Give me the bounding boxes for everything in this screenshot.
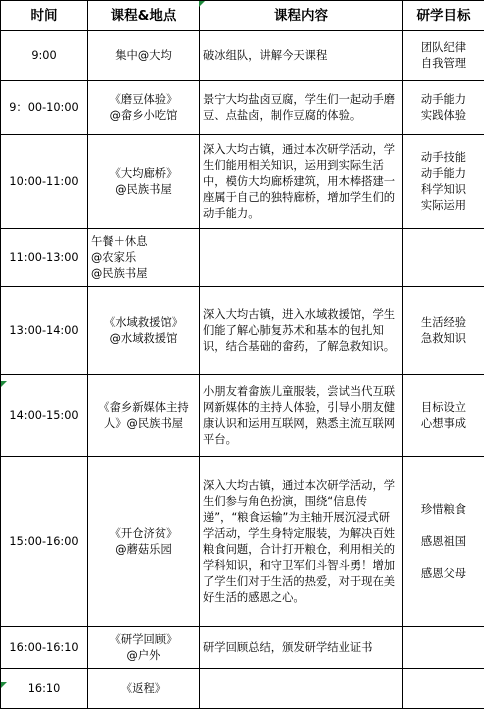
time-cell: 13:00-14:00: [1, 287, 88, 375]
table-row: [1, 457, 484, 627]
content-cell: 破冰组队，讲解今天课程: [200, 31, 403, 81]
time-cell: 9：00-10:00: [1, 81, 88, 135]
goal-cell: 目标设立 心想事成: [403, 375, 484, 457]
goal-cell: 动手能力 实践体验: [403, 81, 484, 135]
time-cell: 9:00: [1, 31, 88, 81]
table-row: [1, 31, 484, 81]
time-cell: 11:00-13:00: [1, 229, 88, 287]
cell-comment-marker: [199, 1, 205, 7]
course-cell: 《开仓济贫》 @蘑菇乐园: [88, 457, 200, 627]
goal-cell: 珍惜粮食 感恩祖国 感恩父母: [403, 457, 484, 627]
goal-cell: 生活经验 急救知识: [403, 287, 484, 375]
header-row: [1, 1, 484, 31]
content-cell: 小朋友着畲族儿童服装，尝试当代互联网新媒体的主持人体验，引导小朋友健康认识和运用互联网，熟悉主流互联网平台。: [200, 375, 403, 457]
time-cell: 16:10: [1, 669, 88, 709]
goal-cell: [403, 229, 484, 287]
time-cell: 14:00-15:00: [1, 375, 88, 457]
content-cell: 深入大均古镇，通过本次研学活动，学生们能用相关知识，运用到实际生活中，模仿大均廊桥建筑，用木棒搭建一座属于自己的独特廊桥，增加学生们的动手能力。: [200, 135, 403, 229]
content-cell: [200, 229, 403, 287]
goal-cell: 团队纪律 自我管理: [403, 31, 484, 81]
course-cell: 《水域救援馆》 @水域救援馆: [88, 287, 200, 375]
table-row: [1, 135, 484, 229]
course-cell: 《返程》: [88, 669, 200, 709]
header-time: 时间: [1, 1, 88, 31]
table-row: [1, 669, 484, 709]
time-cell: 10:00-11:00: [1, 135, 88, 229]
table-row: [1, 81, 484, 135]
table-row: [1, 627, 484, 669]
content-cell: 研学回顾总结，颁发研学结业证书: [200, 627, 403, 669]
goal-cell: [403, 669, 484, 709]
table-row: [1, 287, 484, 375]
time-cell: 15:00-16:00: [1, 457, 88, 627]
table-row: [1, 375, 484, 457]
cell-comment-marker: [1, 682, 7, 688]
course-cell: 集中@大均: [88, 31, 200, 81]
header-study-goal: 研学目标: [403, 1, 484, 31]
course-cell: 《研学回顾》 @户外: [88, 627, 200, 669]
header-course-content: 课程内容: [200, 1, 403, 31]
course-cell: 《大均廊桥》 @民族书屋: [88, 135, 200, 229]
goal-cell: [403, 627, 484, 669]
goal-cell: 动手技能 动手能力 科学知识 实际运用: [403, 135, 484, 229]
content-cell: [200, 669, 403, 709]
course-cell: 午餐＋休息 @农家乐 @民族书屋: [88, 229, 200, 287]
cell-comment-marker: [1, 381, 7, 387]
header-course-location: 课程&地点: [88, 1, 200, 31]
table-row: [1, 229, 484, 287]
course-cell: 《磨豆体验》 @畲乡小吃馆: [88, 81, 200, 135]
time-cell: 16:00-16:10: [1, 627, 88, 669]
course-cell: 《畲乡新媒体主持人》@民族书屋: [88, 375, 200, 457]
content-cell: 深入大均古镇，通过本次研学活动，学生们参与角色扮演，围绕“信息传递”，“粮食运输”为主轴开展沉浸式研学活动，学生身特定服装，为解决百姓粮食问题，合计打开粮仓，利用相关的学科知识，和守卫军们斗智斗勇！增加了学生们对于生活的热爱，对于现在美好生活的感恩之心。: [200, 457, 403, 627]
content-cell: 景宁大均盐卤豆腐，学生们一起动手磨豆、点盐卤，制作豆腐的体验。: [200, 81, 403, 135]
content-cell: 深入大均古镇，进入水域救援馆，学生们能了解心肺复苏术和基本的包扎知识，结合基础的畲药，了解急救知识。: [200, 287, 403, 375]
